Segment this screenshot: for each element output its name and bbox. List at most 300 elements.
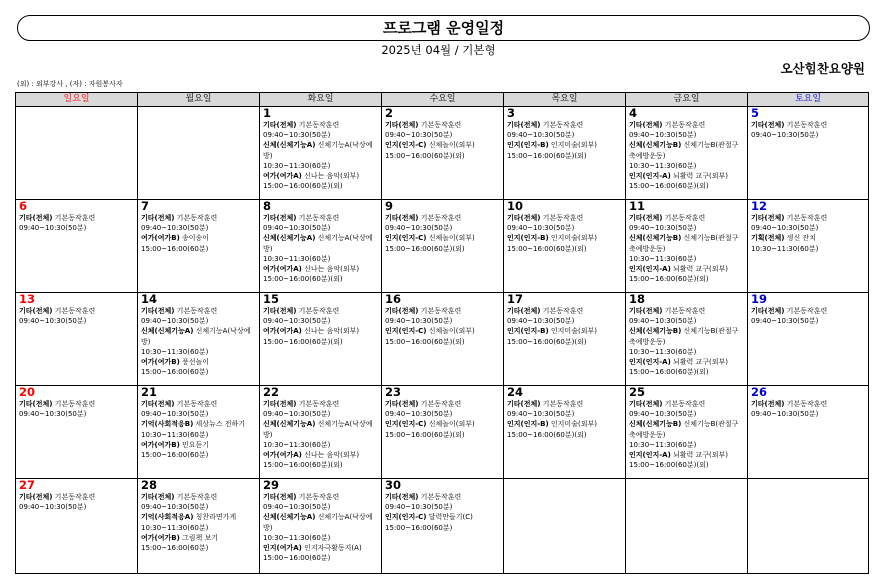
program-category: 기타(전체) bbox=[629, 121, 663, 129]
schedule-entry bbox=[263, 440, 378, 450]
program-category: 기타(전체) bbox=[263, 121, 297, 129]
day-number: 1 bbox=[263, 106, 272, 120]
program-time: 09:40~10:30(50분) bbox=[629, 410, 697, 419]
program-name: 기본동작훈련 bbox=[784, 214, 828, 222]
program-name: 신체기능B(관절구축예방운동) bbox=[629, 420, 739, 439]
schedule-entry bbox=[141, 357, 256, 367]
program-name: 기본동작훈련 bbox=[174, 493, 218, 501]
program-name: 기본동작훈련 bbox=[174, 214, 218, 222]
day-cell bbox=[626, 479, 748, 574]
schedule-entry bbox=[141, 523, 256, 533]
program-category: 기타(전체) bbox=[385, 493, 419, 501]
program-category: 기타(전체) bbox=[141, 493, 175, 501]
program-category: 신체(신체기능A) bbox=[263, 420, 316, 429]
schedule-entry bbox=[629, 419, 744, 439]
program-category: 기타(전체) bbox=[629, 214, 663, 222]
program-time: 09:40~10:30(50분) bbox=[507, 317, 575, 326]
program-category: 기획(전체) bbox=[751, 234, 785, 243]
day-number: 14 bbox=[141, 292, 158, 306]
program-name: 기본동작훈련 bbox=[174, 400, 218, 408]
day-number: 22 bbox=[263, 385, 280, 399]
schedule-entry bbox=[385, 399, 500, 409]
day-number: 23 bbox=[385, 385, 402, 399]
program-time: 09:40~10:30(50분) bbox=[751, 317, 819, 326]
schedule-entry bbox=[629, 254, 744, 264]
program-name: 인지자극활동지(A) bbox=[301, 544, 362, 553]
day-number: 25 bbox=[629, 385, 646, 399]
program-category: 기타(전체) bbox=[507, 400, 541, 408]
schedule-entry bbox=[141, 440, 256, 450]
program-time: 09:40~10:30(50분) bbox=[263, 131, 331, 140]
schedule-entry bbox=[263, 543, 378, 553]
schedule-entry bbox=[385, 233, 500, 243]
schedule-entry bbox=[263, 326, 378, 336]
schedule-entry bbox=[629, 440, 744, 450]
schedule-entry bbox=[629, 171, 744, 181]
program-category: 여가(여가A) bbox=[263, 172, 302, 181]
program-name: 뇌활력 교구(외부) bbox=[670, 172, 729, 181]
program-name: 기본동작훈련 bbox=[296, 121, 340, 129]
program-name: 인지미술(외부) bbox=[548, 420, 597, 429]
schedule-entry bbox=[507, 316, 622, 326]
day-cell bbox=[138, 293, 260, 386]
program-name: 인지미술(외부) bbox=[548, 234, 597, 243]
program-category: 인지(인지-C) bbox=[385, 513, 427, 522]
schedule-entry bbox=[507, 399, 622, 409]
program-time: 10:30~11:30(60분) bbox=[629, 254, 697, 263]
program-time: 09:40~10:30(50분) bbox=[385, 410, 453, 419]
day-number: 10 bbox=[507, 199, 524, 213]
day-cell bbox=[260, 386, 382, 479]
schedule-entry bbox=[385, 419, 500, 429]
calendar-week-row bbox=[16, 293, 869, 386]
schedule-entry bbox=[385, 492, 500, 502]
program-name: 그림책 보기 bbox=[179, 533, 219, 542]
program-category: 기타(전체) bbox=[385, 214, 419, 222]
program-name: 기본동작훈련 bbox=[418, 307, 462, 315]
schedule-entry bbox=[629, 409, 744, 419]
calendar-table bbox=[15, 92, 869, 574]
schedule-entry bbox=[507, 337, 622, 347]
program-category: 인지(인지-A) bbox=[629, 265, 671, 274]
schedule-entry bbox=[507, 223, 622, 233]
program-time: 09:40~10:30(50분) bbox=[629, 131, 697, 140]
program-time: 09:40~10:30(50분) bbox=[141, 410, 209, 419]
day-number: 13 bbox=[19, 292, 36, 306]
day-number: 19 bbox=[751, 292, 768, 306]
program-name: 신체놀이(외부) bbox=[426, 234, 475, 243]
program-category: 기타(전체) bbox=[263, 214, 297, 222]
program-name: 기본동작훈련 bbox=[784, 121, 828, 129]
day-cell bbox=[382, 293, 504, 386]
program-category: 여가(여가B) bbox=[141, 234, 180, 243]
day-cell bbox=[382, 107, 504, 200]
schedule-entry bbox=[751, 316, 865, 326]
schedule-entry bbox=[385, 430, 500, 440]
program-time: 15:00~16:00(60분)(외) bbox=[263, 275, 343, 284]
schedule-entry bbox=[263, 120, 378, 130]
day-cell bbox=[626, 293, 748, 386]
program-time: 10:30~11:30(60분) bbox=[263, 161, 331, 170]
day-cell bbox=[504, 479, 626, 574]
program-name: 기본동작훈련 bbox=[418, 121, 462, 129]
day-number: 3 bbox=[507, 106, 516, 120]
schedule-entry bbox=[19, 492, 134, 502]
program-time: 15:00~16:00(60분) bbox=[141, 451, 209, 460]
program-category: 인지(여가A) bbox=[263, 544, 302, 553]
weekday-header-friday: 금요일 bbox=[626, 93, 748, 107]
program-name: 기본동작훈련 bbox=[662, 307, 706, 315]
weekday-header-saturday: 토요일 bbox=[748, 93, 869, 107]
program-category: 신체(신체기능A) bbox=[263, 141, 316, 150]
schedule-entry bbox=[141, 409, 256, 419]
schedule-entry bbox=[19, 306, 134, 316]
program-name: 칭찬라면가게 bbox=[193, 513, 237, 522]
program-category: 기타(전체) bbox=[19, 307, 53, 315]
program-category: 기타(전체) bbox=[19, 214, 53, 222]
schedule-entry bbox=[263, 502, 378, 512]
program-time: 09:40~10:30(50분) bbox=[751, 131, 819, 140]
program-name: 풍선놀이 bbox=[179, 358, 210, 367]
program-time: 15:00~16:00(60분)(외) bbox=[507, 151, 587, 160]
schedule-entry bbox=[629, 450, 744, 460]
schedule-entry bbox=[263, 130, 378, 140]
schedule-entry bbox=[263, 316, 378, 326]
schedule-entry bbox=[263, 140, 378, 160]
organization-name: 오산힘찬요양원 bbox=[780, 61, 865, 76]
day-number: 6 bbox=[19, 199, 28, 213]
schedule-entry bbox=[629, 233, 744, 253]
day-cell bbox=[260, 107, 382, 200]
schedule-entry bbox=[629, 161, 744, 171]
program-category: 인지(인지-C) bbox=[385, 141, 427, 150]
day-number: 17 bbox=[507, 292, 524, 306]
program-name: 기본동작훈련 bbox=[174, 307, 218, 315]
program-category: 인지(인지-A) bbox=[629, 451, 671, 460]
program-name: 신나는 음악(외부) bbox=[301, 451, 360, 460]
schedule-entry bbox=[141, 502, 256, 512]
program-time: 15:00~16:00(60분)(외) bbox=[385, 430, 465, 439]
program-time: 15:00~16:00(60분)(외) bbox=[263, 337, 343, 346]
day-number: 5 bbox=[751, 106, 760, 120]
program-time: 09:40~10:30(50분) bbox=[19, 410, 87, 419]
program-time: 09:40~10:30(50분) bbox=[629, 224, 697, 233]
program-name: 신체놀이(외부) bbox=[426, 327, 475, 336]
schedule-entry bbox=[19, 409, 134, 419]
program-category: 인지(인지-C) bbox=[385, 234, 427, 243]
program-time: 15:00~16:00(60분)(외) bbox=[507, 244, 587, 253]
program-time: 09:40~10:30(50분) bbox=[507, 410, 575, 419]
day-number: 11 bbox=[629, 199, 646, 213]
day-cell bbox=[504, 386, 626, 479]
program-time: 10:30~11:30(60분) bbox=[751, 244, 819, 253]
program-time: 10:30~11:30(60분) bbox=[629, 440, 697, 449]
schedule-entry bbox=[629, 223, 744, 233]
program-name: 세상뉴스 전하기 bbox=[193, 420, 246, 429]
schedule-entry bbox=[141, 244, 256, 254]
schedule-entry bbox=[263, 419, 378, 439]
program-category: 기타(전체) bbox=[751, 214, 785, 222]
program-name: 기본동작훈련 bbox=[662, 121, 706, 129]
program-category: 기타(전체) bbox=[629, 307, 663, 315]
schedule-entry bbox=[507, 306, 622, 316]
schedule-entry bbox=[385, 326, 500, 336]
program-time: 15:00~16:00(60분)(외) bbox=[629, 368, 709, 377]
schedule-entry bbox=[263, 399, 378, 409]
schedule-entry bbox=[141, 326, 256, 346]
schedule-entry bbox=[263, 337, 378, 347]
schedule-entry bbox=[751, 130, 865, 140]
day-cell bbox=[382, 200, 504, 293]
program-time: 15:00~16:00(60분) bbox=[141, 244, 209, 253]
day-cell bbox=[504, 293, 626, 386]
program-name: 기본동작훈련 bbox=[52, 400, 96, 408]
program-category: 기타(전체) bbox=[19, 400, 53, 408]
schedule-entry bbox=[629, 357, 744, 367]
program-name: 인지미술(외부) bbox=[548, 327, 597, 336]
program-category: 인지(인지-B) bbox=[507, 327, 549, 336]
day-cell bbox=[504, 107, 626, 200]
schedule-entry bbox=[385, 213, 500, 223]
program-time: 10:30~11:30(60분) bbox=[141, 347, 209, 356]
schedule-entry bbox=[751, 306, 865, 316]
day-number: 12 bbox=[751, 199, 768, 213]
program-name: 기본동작훈련 bbox=[52, 493, 96, 501]
schedule-entry bbox=[263, 274, 378, 284]
program-time: 09:40~10:30(50분) bbox=[19, 317, 87, 326]
calendar-body bbox=[16, 107, 869, 574]
day-number: 9 bbox=[385, 199, 394, 213]
schedule-entry bbox=[385, 512, 500, 522]
schedule-entry bbox=[629, 326, 744, 346]
program-time: 15:00~16:00(60분)(외) bbox=[263, 461, 343, 470]
day-cell bbox=[138, 200, 260, 293]
schedule-entry bbox=[507, 409, 622, 419]
program-name: 달력만들기(C) bbox=[426, 513, 473, 522]
program-category: 인지(인지-B) bbox=[507, 141, 549, 150]
schedule-entry bbox=[385, 316, 500, 326]
program-time: 09:40~10:30(50분) bbox=[751, 224, 819, 233]
day-number: 4 bbox=[629, 106, 638, 120]
program-name: 기본동작훈련 bbox=[418, 400, 462, 408]
schedule-entry bbox=[19, 223, 134, 233]
schedule-entry bbox=[141, 213, 256, 223]
program-name: 신체기능B(관절구축예방운동) bbox=[629, 327, 739, 346]
schedule-entry bbox=[385, 151, 500, 161]
day-cell bbox=[626, 386, 748, 479]
program-category: 신체(신체기능A) bbox=[263, 513, 316, 522]
day-cell bbox=[260, 200, 382, 293]
program-time: 15:00~16:00(60분)(외) bbox=[629, 182, 709, 191]
program-time: 15:00~16:00(60분)(외) bbox=[629, 275, 709, 284]
program-name: 기본동작훈련 bbox=[540, 121, 584, 129]
program-time: 15:00~16:00(60분) bbox=[141, 368, 209, 377]
day-cell bbox=[16, 479, 138, 574]
program-category: 여가(여가A) bbox=[263, 327, 302, 336]
program-time: 09:40~10:30(50분) bbox=[263, 317, 331, 326]
program-name: 민요듣기 bbox=[179, 440, 210, 449]
program-time: 10:30~11:30(60분) bbox=[263, 440, 331, 449]
program-time: 15:00~16:00(60분)(외) bbox=[507, 337, 587, 346]
day-number: 30 bbox=[385, 478, 402, 492]
program-name: 기본동작훈련 bbox=[662, 400, 706, 408]
schedule-entry bbox=[141, 306, 256, 316]
schedule-entry bbox=[507, 151, 622, 161]
program-category: 기타(전체) bbox=[263, 307, 297, 315]
schedule-entry bbox=[263, 306, 378, 316]
program-category: 여가(여가B) bbox=[141, 358, 180, 367]
day-cell bbox=[138, 107, 260, 200]
day-cell bbox=[16, 200, 138, 293]
program-category: 기타(전체) bbox=[507, 121, 541, 129]
program-category: 기타(전체) bbox=[385, 307, 419, 315]
program-time: 09:40~10:30(50분) bbox=[629, 317, 697, 326]
day-cell bbox=[748, 293, 869, 386]
schedule-entry bbox=[751, 409, 865, 419]
day-number: 20 bbox=[19, 385, 36, 399]
day-cell bbox=[16, 293, 138, 386]
program-category: 인지(인지-A) bbox=[629, 172, 671, 181]
schedule-entry bbox=[751, 223, 865, 233]
program-category: 여가(여가B) bbox=[141, 533, 180, 542]
weekday-header-row bbox=[16, 93, 869, 107]
schedule-entry bbox=[141, 533, 256, 543]
program-name: 신체기능A(낙상예방) bbox=[141, 327, 251, 346]
schedule-entry bbox=[141, 347, 256, 357]
program-name: 신나는 음악(외부) bbox=[301, 265, 360, 274]
program-name: 기본동작훈련 bbox=[296, 214, 340, 222]
program-time: 09:40~10:30(50분) bbox=[385, 317, 453, 326]
schedule-entry bbox=[507, 326, 622, 336]
schedule-entry bbox=[507, 244, 622, 254]
program-category: 기타(전체) bbox=[751, 307, 785, 315]
schedule-entry bbox=[385, 130, 500, 140]
weekday-header-monday: 월요일 bbox=[138, 93, 260, 107]
calendar-week-row bbox=[16, 479, 869, 574]
schedule-entry bbox=[629, 274, 744, 284]
day-cell bbox=[748, 200, 869, 293]
program-name: 뇌활력 교구(외부) bbox=[670, 451, 729, 460]
program-time: 09:40~10:30(50분) bbox=[141, 503, 209, 512]
schedule-entry bbox=[629, 140, 744, 160]
schedule-entry bbox=[385, 140, 500, 150]
program-name: 기본동작훈련 bbox=[296, 400, 340, 408]
program-time: 09:40~10:30(50분) bbox=[141, 224, 209, 233]
program-name: 신체기능A(낙상예방) bbox=[263, 420, 373, 439]
schedule-entry bbox=[263, 171, 378, 181]
day-cell bbox=[16, 107, 138, 200]
legend-note: (외) : 외부강사 , (자) : 자원봉사자 bbox=[17, 80, 123, 88]
schedule-entry bbox=[141, 543, 256, 553]
program-category: 기타(전체) bbox=[629, 400, 663, 408]
program-category: 인지(인지-C) bbox=[385, 327, 427, 336]
schedule-entry bbox=[263, 254, 378, 264]
program-category: 기타(전체) bbox=[385, 400, 419, 408]
program-name: 기본동작훈련 bbox=[784, 307, 828, 315]
schedule-entry bbox=[629, 460, 744, 470]
program-time: 09:40~10:30(50분) bbox=[19, 503, 87, 512]
program-name: 기본동작훈련 bbox=[296, 307, 340, 315]
program-category: 기타(전체) bbox=[385, 121, 419, 129]
schedule-entry bbox=[385, 523, 500, 533]
program-name: 신체기능B(관절구축예방운동) bbox=[629, 141, 739, 160]
schedule-entry bbox=[385, 223, 500, 233]
program-name: 생신 잔치 bbox=[784, 234, 816, 243]
schedule-entry bbox=[629, 347, 744, 357]
program-time: 10:30~11:30(60분) bbox=[263, 254, 331, 263]
day-cell bbox=[748, 479, 869, 574]
schedule-entry bbox=[629, 316, 744, 326]
schedule-entry bbox=[263, 409, 378, 419]
program-name: 뇌활력 교구(외부) bbox=[670, 358, 729, 367]
program-category: 인지(인지-B) bbox=[507, 420, 549, 429]
schedule-entry bbox=[141, 223, 256, 233]
schedule-entry bbox=[141, 492, 256, 502]
program-time: 09:40~10:30(50분) bbox=[751, 410, 819, 419]
program-time: 09:40~10:30(50분) bbox=[507, 131, 575, 140]
schedule-entry bbox=[263, 460, 378, 470]
program-category: 기타(전체) bbox=[141, 307, 175, 315]
program-time: 10:30~11:30(60분) bbox=[629, 347, 697, 356]
program-name: 신체기능B(관절구축예방운동) bbox=[629, 234, 739, 253]
schedule-entry bbox=[751, 120, 865, 130]
day-cell bbox=[748, 386, 869, 479]
program-name: 신나는 음악(외부) bbox=[301, 327, 360, 336]
program-category: 기억(사회적응A) bbox=[141, 513, 194, 522]
program-category: 기타(전체) bbox=[507, 214, 541, 222]
schedule-entry bbox=[263, 512, 378, 532]
program-time: 10:30~11:30(60분) bbox=[141, 430, 209, 439]
schedule-entry bbox=[629, 264, 744, 274]
day-number: 24 bbox=[507, 385, 524, 399]
program-name: 신체기능A(낙상예방) bbox=[263, 141, 373, 160]
program-name: 송이송이 bbox=[179, 234, 210, 243]
schedule-entry bbox=[141, 367, 256, 377]
program-time: 15:00~16:00(60분) bbox=[385, 523, 453, 532]
program-category: 신체(신체기능B) bbox=[629, 420, 682, 429]
program-name: 신체놀이(외부) bbox=[426, 420, 475, 429]
day-cell bbox=[382, 479, 504, 574]
schedule-entry bbox=[385, 409, 500, 419]
day-number: 15 bbox=[263, 292, 280, 306]
schedule-entry bbox=[263, 213, 378, 223]
program-category: 여가(여가B) bbox=[141, 440, 180, 449]
program-time: 15:00~16:00(60분)(외) bbox=[385, 244, 465, 253]
program-category: 기타(전체) bbox=[751, 400, 785, 408]
schedule-entry bbox=[629, 367, 744, 377]
program-category: 기억(사회적응B) bbox=[141, 420, 194, 429]
schedule-entry bbox=[263, 233, 378, 253]
day-cell bbox=[138, 386, 260, 479]
program-time: 15:00~16:00(60분)(외) bbox=[385, 337, 465, 346]
schedule-entry bbox=[263, 181, 378, 191]
weekday-header-wednesday: 수요일 bbox=[382, 93, 504, 107]
schedule-entry bbox=[507, 213, 622, 223]
program-category: 기타(전체) bbox=[263, 400, 297, 408]
schedule-entry bbox=[385, 244, 500, 254]
program-category: 기타(전체) bbox=[141, 214, 175, 222]
schedule-entry bbox=[385, 337, 500, 347]
day-cell bbox=[504, 200, 626, 293]
schedule-entry bbox=[263, 553, 378, 563]
program-category: 인지(인지-B) bbox=[507, 234, 549, 243]
schedule-entry bbox=[263, 533, 378, 543]
schedule-entry bbox=[141, 316, 256, 326]
day-number: 27 bbox=[19, 478, 36, 492]
calendar-week-row bbox=[16, 107, 869, 200]
program-category: 신체(신체기능B) bbox=[629, 141, 682, 150]
day-number: 28 bbox=[141, 478, 158, 492]
